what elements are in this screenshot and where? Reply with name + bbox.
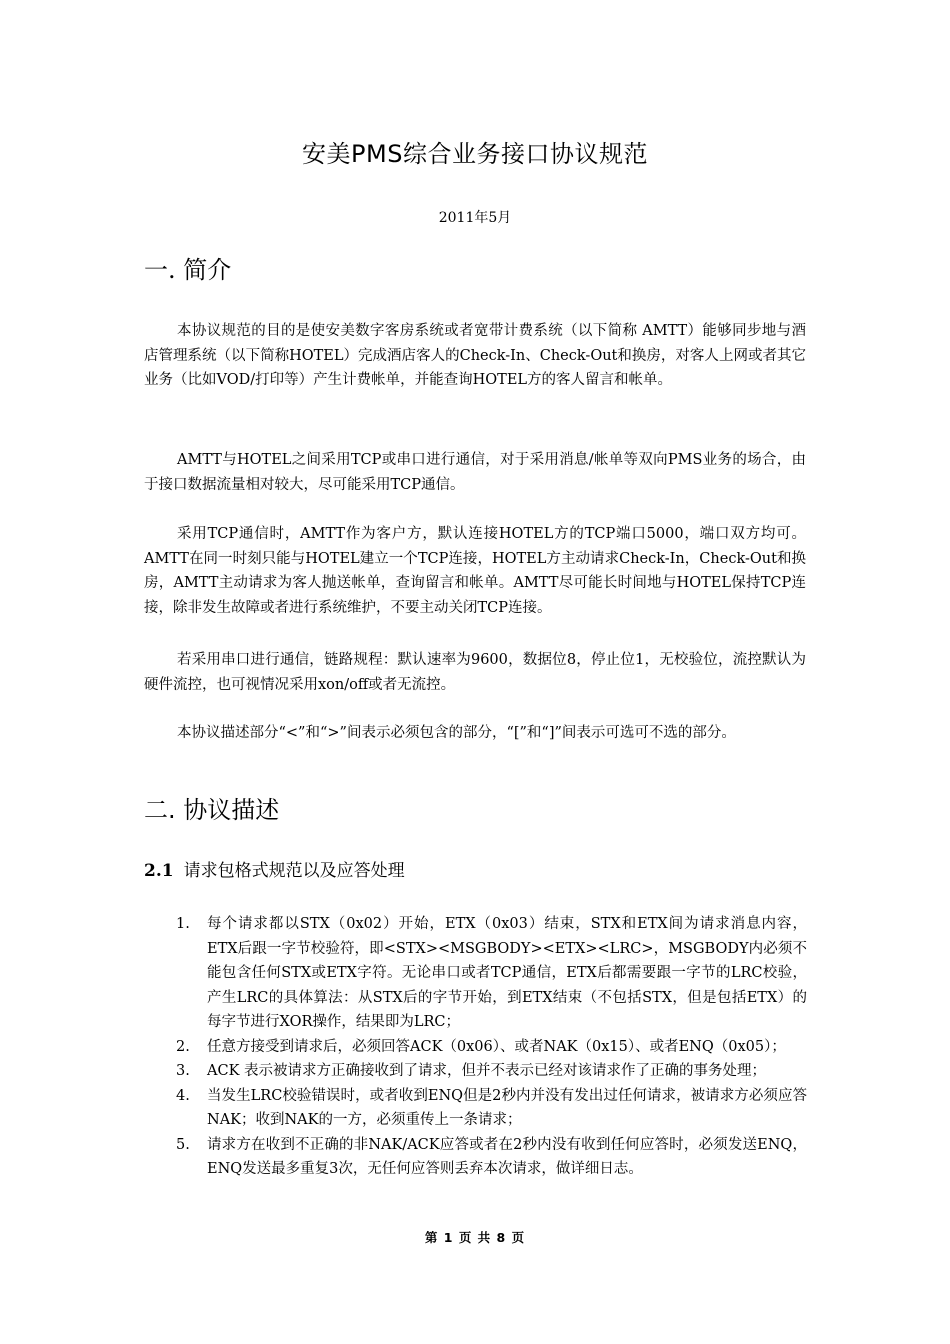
section-heading-protocol: 二. 协议描述 [144,796,280,824]
subsection-heading [144,858,405,884]
subsection-title: 请求包格式规范以及应答处理 [183,861,405,881]
intro-paragraph: AMTT与HOTEL之间采用TCP或串口进行通信，对于采用消息/帐单等双向PMS业务的场合，由于接口数据流量相对较大，尽可能采用TCP通信。 [144,452,806,493]
section-heading-intro: 一. 简介 [144,256,232,284]
intro-paragraph: 本协议描述部分“<”和“>”间表示必须包含的部分，“[”和“]”间表示可选可不选的部分。 [177,725,736,741]
intro-paragraph: 若采用串口进行通信，链路规程：默认速率为9600，数据位8，停止位1，无校验位，流控默认为硬件流控，也可视情况采用xon/off或者无流控。 [144,652,806,693]
list-item-number: 4. [176,1087,190,1104]
list-item [176,1059,807,1084]
list-item [176,1084,807,1133]
list-item [176,1035,807,1060]
list-item-number: 3. [176,1063,190,1079]
list-item-text: 每个请求都以STX（0x02）开始，ETX（0x03）结束，STX和ETX间为请求消息内容，ETX后跟一字节校验符，即<STX><MSGBODY><ETX><LRC>，MSGBODY内必须不能包含任何STX或ETX字符。无论串口或者TCP通信，ETX后都需要跟一字节的LRC校验，产生LRC的具体算法：从STX后的字节开始，到ETX结束（不包括STX，但是包括ETX）的每字节进行XOR操作，结果即为LRC； [207,916,807,1030]
intro-paragraph: 本协议规范的目的是使安美数字客房系统或者宽带计费系统（以下简称 AMTT）能够同步地与酒店管理系统（以下简称HOTEL）完成酒店客人的Check-In、Check-Out和换房，对客人上网或者其它业务（比如VOD/打印等）产生计费帐单，并能查询HOTEL方的客人留言和帐单。 [144,323,806,388]
list-item-number: 1. [176,916,190,932]
list-item-text: ACK 表示被请求方正确接收到了请求，但并不表示已经对该请求作了正确的事务处理； [207,1063,767,1079]
intro-paragraph: 采用TCP通信时，AMTT作为客户方，默认连接HOTEL方的TCP端口5000，端口双方均可。AMTT在同一时刻只能与HOTEL建立一个TCP连接，HOTEL方主动请求Check-In，Check-Out和换房，AMTT主动请求为客人抛送帐单，查询留言和帐单。AMTT尽可能长时间地与HOTEL保持TCP连接，除非发生故障或者进行系统维护，不要主动关闭TCP连接。 [144,526,806,616]
list-item [176,912,807,1035]
document-date: 2011年5月 [438,210,512,226]
list-item-number: 5. [176,1136,190,1153]
document-title: 安美PMS综合业务接口协议规范 [302,140,648,168]
subsection-number: 2.1 [144,861,174,881]
list-item-text: 请求方在收到不正确的非NAK/ACK应答或者在2秒内没有收到任何应答时，必须发送ENQ，ENQ发送最多重复3次，无任何应答则丢弃本次请求，做详细日志。 [207,1136,807,1177]
list-item-number: 2. [176,1038,190,1055]
list-item [176,1133,807,1182]
rules-list [176,912,807,1182]
list-item-text: 任意方接受到请求后，必须回答ACK（0x06）、或者NAK（0x15）、或者ENQ（0x05）； [207,1038,786,1055]
page-footer: 第 1 页 共 8 页 [424,1230,526,1245]
list-item-text: 当发生LRC校验错误时，或者收到ENQ但是2秒内并没有发出过任何请求，被请求方必须应答NAK；收到NAK的一方，必须重传上一条请求； [207,1087,807,1128]
